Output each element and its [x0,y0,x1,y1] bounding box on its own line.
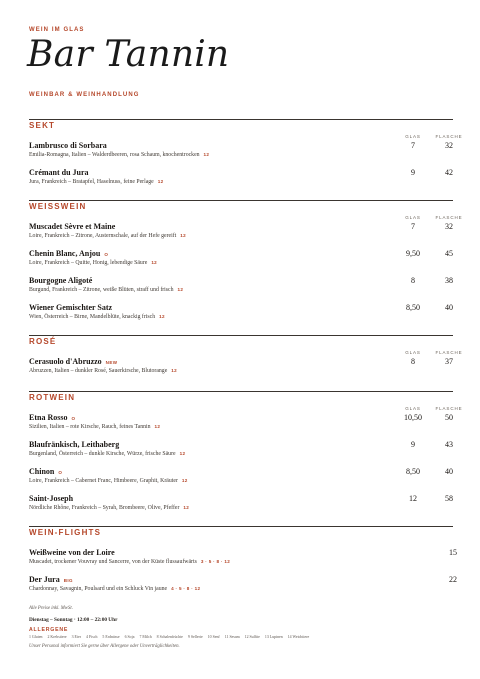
menu-item [29,548,457,572]
menu-item [29,575,457,599]
price-bottle: 38 [445,276,453,285]
wine-name-text: Etna Rosso [29,413,68,422]
wine-name-text: Weißweine von der Loire [29,548,115,557]
wine-description-text: Jura, Frankreich – Bratapfel, Haselnuss, feine Perlage [29,179,154,185]
allergen-entry: 10 Senf [207,635,220,639]
menu-item [29,413,453,437]
column-header-bottle: FLASCHE [435,350,463,355]
allergen-codes: 12 [179,451,186,456]
wine-name-text: Muscadet Sèvre et Maine [29,222,116,231]
allergen-entry: 14 Weichtiere [287,635,310,639]
menu-item [29,222,453,246]
column-header-bottle: FLASCHE [435,215,463,220]
price-glass: 8,50 [406,303,420,312]
price-bottle: 32 [445,222,453,231]
price-glass: 8 [411,276,415,285]
allergens-title: ALLERGENE [29,627,69,633]
allergen-codes: 12 [203,152,210,157]
price-glass: 7 [411,222,415,231]
section-title: WEIN-FLIGHTS [29,528,102,537]
price-bottle: 32 [445,141,453,150]
wine-name [29,413,75,422]
column-header-bottle: FLASCHE [435,406,463,411]
price-bottle: 45 [445,249,453,258]
wine-description [29,559,230,565]
wine-name-text: Lambrusco di Sorbara [29,141,107,150]
wine-description [29,586,200,592]
wine-tag-badge: BIG [63,578,73,583]
wine-description-text: Wien, Österreich – Birne, Mandelblüte, knackig frisch [29,314,156,320]
price-bottle: 40 [445,303,453,312]
wine-description [29,179,163,185]
section-divider [29,526,453,527]
wine-description [29,424,160,430]
wine-description-text: Loire, Frankreich – Zitrone, Austernschale, auf der Hefe gereift [29,233,177,239]
wine-name-text: Der Jura [29,575,60,584]
allergen-info: Unser Personal informiert Sie gerne über Allergene oder Unverträglichkeiten. [29,644,180,649]
wine-name-text: Cerasuolo d'Abruzzo [29,357,102,366]
wine-description [29,451,185,457]
wine-name [29,222,115,231]
wine-name-text: Bourgogne Aligoté [29,276,93,285]
allergen-codes: 12 [181,478,188,483]
wine-name-text: Crémant du Jura [29,168,89,177]
price-bottle: 40 [445,467,453,476]
wine-name-text: Chinon [29,467,55,476]
menu-item [29,168,453,192]
column-header-bottle: FLASCHE [435,134,463,139]
section-divider [29,119,453,120]
menu-item [29,276,453,300]
menu-item [29,357,453,381]
allergen-entry: 9 Sellerie [187,635,203,639]
price-bottle: 37 [445,357,453,366]
wine-name-text: Wiener Gemischter Satz [29,303,113,312]
price-glass: 7 [411,141,415,150]
wine-description-text: Nördliche Rhône, Frankreich – Syrah, Brombeere, Olive, Pfeffer [29,505,180,511]
wine-name [29,548,115,557]
allergen-codes: 12 [157,179,164,184]
allergen-entry: 5 Erdnüsse [102,635,120,639]
section-divider [29,391,453,392]
allergen-entry: 4 Fisch [86,635,98,639]
wine-name-text: Chenin Blanc, Anjou [29,249,101,258]
allergen-list [29,635,453,639]
eyebrow-label: WEIN IM GLAS [29,27,85,33]
allergen-codes: 12 [180,233,186,238]
allergen-entry: 11 Sesam [224,635,240,639]
wine-description-text: Emilia-Romagna, Italien – Walderdbeeren, rosa Schaum, knochentrocken [29,152,200,158]
allergen-entry: 8 Schalenfrüchte [156,635,183,639]
allergen-entry: 7 Milch [139,635,152,639]
allergen-codes: 12 [151,260,158,265]
allergen-codes: 4 · 5 · 8 · 12 [171,586,201,591]
menu-item [29,494,453,518]
price-bottle: 50 [445,413,453,422]
price-bottle: 58 [445,494,453,503]
price-glass: 9 [411,440,415,449]
menu-item [29,467,453,491]
section-title: SEKT [29,121,56,130]
section-title: ROTWEIN [29,393,76,402]
allergen-entry: 3 Eier [71,635,82,639]
allergen-entry: 1 Gluten [29,635,43,639]
allergen-entry: 6 Soja [124,635,135,639]
wine-tag-badge: O [58,470,63,475]
wine-tag-badge: O [104,252,109,257]
price-glass: 12 [409,494,417,503]
allergen-entry: 12 Sulfite [244,635,260,639]
price-glass: 8,50 [406,467,420,476]
allergen-codes: 12 [183,505,190,510]
page-title: Bar Tannin [27,34,230,75]
wine-description-text: Burgenland, Österreich – dunkle Kirsche, Würze, frische Säure [29,451,176,457]
wine-name [29,440,119,449]
price-glass: 10,50 [404,413,422,422]
wine-description [29,478,188,484]
wine-description-text: Sizilien, Italien – rote Kirsche, Rauch, feines Tannin [29,424,151,430]
wine-description-text: Loire, Frankreich – Quitte, Honig, lebendige Säure [29,260,148,266]
opening-hours: Dienstag – Sonntag · 12:00 – 22:00 Uhr [29,617,118,623]
wine-description [29,505,189,511]
wine-name [29,276,92,285]
menu-item [29,249,453,273]
wine-name [29,249,108,258]
wine-name [29,467,62,476]
wine-description [29,233,186,239]
wine-name [29,303,112,312]
wine-name [29,357,117,366]
wine-name-text: Saint-Joseph [29,494,74,503]
menu-item [29,303,453,327]
allergen-entry: 13 Lupinen [264,635,283,639]
price-glass: 9 [411,168,415,177]
wine-description-text: Loire, Frankreich – Cabernet Franc, Himbeere, Graphit, Kräuter [29,478,178,484]
price-glass: 9,50 [406,249,420,258]
price-flight: 22 [449,575,457,584]
wine-description [29,314,165,320]
column-header-glass: GLAS [405,406,421,411]
allergen-entry: 2 Krebstiere [47,635,67,639]
menu-item [29,141,453,165]
wine-description-text: Chardonnay, Savagnin, Poulsard und ein Schluck Vin jaune [29,586,168,592]
wine-name [29,168,89,177]
wine-name [29,141,107,150]
section-divider [29,335,453,336]
price-bottle: 42 [445,168,453,177]
section-title: ROSÉ [29,337,57,346]
wine-tag-badge: NEW [105,360,118,365]
wine-name [29,494,73,503]
price-note: Alle Preise inkl. MwSt. [29,606,73,611]
wine-description [29,287,183,293]
wine-name-text: Blaufränkisch, Leithaberg [29,440,120,449]
wine-description [29,260,157,266]
wine-tag-badge: O [71,416,76,421]
price-flight: 15 [449,548,457,557]
allergen-codes: 12 [154,424,161,429]
wine-description [29,152,209,158]
column-header-glass: GLAS [405,215,421,220]
column-header-glass: GLAS [405,134,421,139]
allergen-codes: 12 [177,287,184,292]
allergen-codes: 3 · 5 · 8 · 12 [200,559,231,564]
allergen-codes: 12 [171,368,177,373]
wine-description-text: Abruzzen, Italien – dunkler Rosé, Sauerkirsche, Blutorange [29,368,168,374]
section-divider [29,200,453,201]
wine-name [29,575,73,584]
page-subtitle: WEINBAR & WEINHANDLUNG [29,92,140,98]
section-title: WEISSWEIN [29,202,87,211]
wine-description-text: Burgund, Frankreich – Zitrone, weiße Blüten, straff und frisch [29,287,174,293]
allergen-codes: 12 [159,314,165,319]
wine-description-text: Muscadet, trockener Vouvray und Sancerre, von der Küste flussaufwärts [29,559,197,565]
menu-item [29,440,453,464]
wine-description [29,368,177,374]
price-glass: 8 [411,357,415,366]
column-header-glass: GLAS [405,350,421,355]
price-bottle: 43 [445,440,453,449]
